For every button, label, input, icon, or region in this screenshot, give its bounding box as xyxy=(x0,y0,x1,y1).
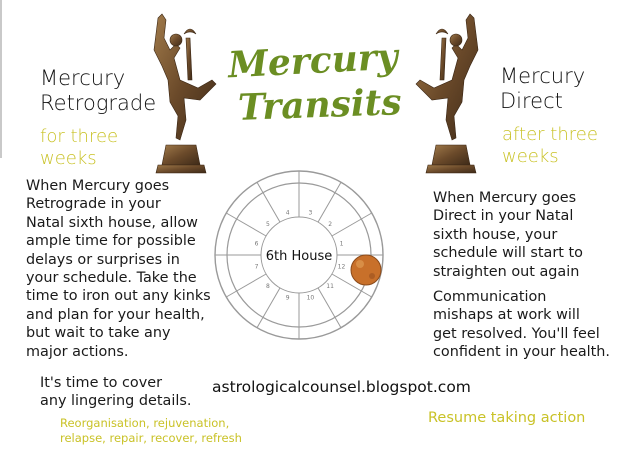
left-duration-line2: weeks xyxy=(40,148,97,169)
right-duration-line2: weeks xyxy=(502,146,559,167)
right-desc2-line: mishaps at work will xyxy=(433,307,580,324)
left-note-line1: It's time to cover xyxy=(40,375,163,391)
house-number: 2 xyxy=(328,220,333,228)
website-text: astrologicalcounsel.blogspot.com xyxy=(212,378,471,396)
right-heading-line2: Direct xyxy=(500,89,563,113)
house-number: 4 xyxy=(285,209,290,217)
wheel-spoke xyxy=(318,182,341,222)
right-description xyxy=(433,189,633,281)
left-desc-line: Retrograde in your xyxy=(26,196,161,213)
right-desc2-line: confident in your health. xyxy=(433,344,610,361)
left-description xyxy=(26,177,226,361)
wheel-spoke xyxy=(318,288,341,328)
left-desc-line: major actions. xyxy=(26,343,129,360)
left-desc-line: your schedule. Take the xyxy=(26,270,197,287)
chart-center-label: 6th House xyxy=(265,249,333,264)
left-desc-line: ample time for possible xyxy=(26,233,196,250)
left-heading-line1: Mercury xyxy=(40,66,126,90)
wheel-spoke xyxy=(332,213,372,236)
left-desc-line: When Mercury goes xyxy=(26,178,170,194)
right-desc-line: When Mercury goes xyxy=(433,190,577,206)
house-number: 1 xyxy=(339,240,344,248)
right-description2 xyxy=(433,288,633,362)
title-line2: Transits xyxy=(237,81,403,129)
mercury-planet-icon xyxy=(351,255,381,285)
right-action: Resume taking action xyxy=(428,410,586,426)
wheel-spoke xyxy=(226,274,266,297)
right-desc2-line: Communication xyxy=(433,289,547,305)
title-line1: Mercury xyxy=(227,35,399,87)
house-number: 10 xyxy=(306,294,315,302)
house-number: 11 xyxy=(326,283,334,291)
wheel-spoke xyxy=(257,288,280,328)
right-desc-line: sixth house, your xyxy=(433,226,558,243)
left-desc-line: and plan for your health, xyxy=(26,306,205,323)
mercury-statue-right-icon xyxy=(412,12,492,180)
left-keywords xyxy=(60,416,242,446)
house-number: 12 xyxy=(337,263,346,271)
right-heading-line1: Mercury xyxy=(500,64,586,88)
wheel-spoke xyxy=(226,213,266,236)
astrology-chart-wheel xyxy=(214,160,384,360)
right-desc-line: Direct in your Natal xyxy=(433,208,574,225)
right-desc-line: straighten out again xyxy=(433,263,580,280)
left-keywords-line1: Reorganisation, rejuvenation, xyxy=(60,416,230,430)
left-heading-line2: Retrograde xyxy=(40,91,157,115)
left-note-line2: any lingering details. xyxy=(40,393,192,410)
left-desc-line: time to iron out any kinks xyxy=(26,288,211,305)
house-number: 8 xyxy=(265,283,270,291)
house-number: 5 xyxy=(265,220,270,228)
right-desc-line: schedule will start to xyxy=(433,245,583,262)
left-keywords-line2: relapse, repair, recover, refresh xyxy=(60,431,242,445)
left-desc-line: Natal sixth house, allow xyxy=(26,214,198,231)
left-duration-line1: for three xyxy=(40,126,119,147)
right-desc2-line: get resolved. You'll feel xyxy=(433,325,600,342)
mercury-statue-left-icon xyxy=(140,10,220,180)
left-desc-line: delays or surprises in xyxy=(26,251,180,268)
house-number: 7 xyxy=(254,263,259,271)
wheel-spoke xyxy=(257,182,280,222)
house-number: 3 xyxy=(308,209,313,217)
house-number: 9 xyxy=(285,294,290,302)
left-desc-line: but wait to take any xyxy=(26,325,171,342)
left-note xyxy=(40,374,191,411)
house-number: 6 xyxy=(254,240,259,248)
right-duration-line1: after three xyxy=(502,124,598,145)
page-edge-rule xyxy=(0,0,2,158)
